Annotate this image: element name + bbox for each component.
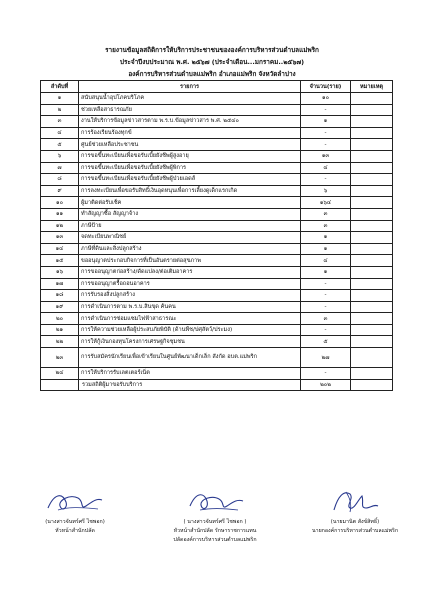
row-item: ช่วยเหลือสาธารณภัย [79, 104, 301, 116]
row-note [351, 232, 393, 244]
table-row [41, 313, 393, 325]
row-item: การขอขึ้นทะเบียนเพื่อขอรับเบี้ยยังชีพผู้พิการ [79, 162, 301, 174]
row-item: การให้กู้เงินกองทุนโครงการเศรษฐกิจชุมชน [79, 336, 301, 348]
total-label: รวมสถิติผู้มาขอรับบริการ [79, 379, 301, 391]
signer-position: หัวหน้าสำนักปลัด รักษาราชการแทน [173, 528, 257, 534]
row-count: - [301, 290, 351, 302]
row-number: ๑๕ [41, 255, 79, 267]
row-count: - [301, 174, 351, 186]
row-note [351, 93, 393, 105]
row-item: งานให้บริการข้อมูลข่าวสารตาม พ.ร.บ.ข้อมูลข่าวสาร พ.ศ. ๒๕๔๐ [79, 116, 301, 128]
signature-block-acting-clerk [150, 488, 280, 545]
row-number: ๗ [41, 162, 79, 174]
header-note: หมายเหตุ [351, 81, 393, 93]
row-count: - [301, 127, 351, 139]
row-count: ๖ [301, 185, 351, 197]
row-number: ๑๓ [41, 232, 79, 244]
row-item: การรับสมัครนักเรียนเพื่อเข้าเรียนในศูนย์พัฒนาเด็กเล็ก สังกัด อบต.แม่พริก [79, 348, 301, 368]
row-number: ๑๙ [41, 301, 79, 313]
header-count: จำนวน(ราย) [301, 81, 351, 93]
row-item: การขออนุญาตก่อสร้าง/ดัดแปลง/ต่อเติมอาคาร [79, 266, 301, 278]
row-item: ขออนุญาตประกอบกิจการที่เป็นอันตรายต่อสุขภาพ [79, 255, 301, 267]
row-count: ๔ [301, 162, 351, 174]
signer-position: หัวหน้าสำนักปลัด [55, 528, 95, 534]
signer-name: (นายมานิต สังข์สิทธิ์) [330, 519, 380, 525]
row-number: ๑๘ [41, 290, 79, 302]
table-row [41, 368, 393, 380]
row-count: ๑ [301, 266, 351, 278]
table-row [41, 185, 393, 197]
table-row [41, 93, 393, 105]
row-number: ๒๐ [41, 313, 79, 325]
table-row [41, 220, 393, 232]
row-count: ๓ [301, 220, 351, 232]
row-item: สนับสนุนน้ำอุปโภคบริโภค [79, 93, 301, 105]
row-count: ๔ [301, 255, 351, 267]
row-note [351, 208, 393, 220]
row-note [351, 313, 393, 325]
row-note [351, 290, 393, 302]
table-total-row [41, 379, 393, 391]
row-count: ๓ [301, 313, 351, 325]
row-item: การร้องเรียนร้องทุกข์ [79, 127, 301, 139]
row-note [351, 301, 393, 313]
handwritten-signature [320, 488, 390, 518]
row-number: ๘ [41, 174, 79, 186]
table-row [41, 162, 393, 174]
header-number: ลำดับที่ [41, 81, 79, 93]
report-organization: องค์การบริหารส่วนตำบลแม่พริก อำเภอแม่พริก จังหวัดลำปาง [128, 70, 296, 78]
row-count: ๕ [301, 336, 351, 348]
row-note [351, 162, 393, 174]
row-count: - [301, 278, 351, 290]
row-note [351, 243, 393, 255]
total-blank-cell [41, 379, 79, 391]
table-row [41, 255, 393, 267]
row-note [351, 197, 393, 209]
row-item: การให้บริการรับเลตเตอร์เน็ต [79, 368, 301, 380]
row-note [351, 266, 393, 278]
row-note [351, 220, 393, 232]
row-note [351, 127, 393, 139]
report-title: รายงานข้อมูลสถิติการให้บริการประชาชนขององค์การบริหารส่วนตำบลแม่พริก [105, 46, 319, 54]
signer-name: (นางสาวจันทร์ศรี ไชพอก) [45, 519, 105, 525]
row-note [351, 104, 393, 116]
row-count: - [301, 139, 351, 151]
row-note [351, 185, 393, 197]
row-number: ๙ [41, 185, 79, 197]
row-item: การขอขึ้นทะเบียนเพื่อขอรับเบี้ยยังชีพผู้สูงอายุ [79, 150, 301, 162]
total-note [351, 379, 393, 391]
row-item: การขอขึ้นทะเบียนเพื่อขอรับเบี้ยยังชีพผู้ป่วยเอดส์ [79, 174, 301, 186]
row-note [351, 324, 393, 336]
signer-position: นายกองค์การบริหารส่วนตำบลแม่พริก [311, 528, 399, 534]
table-body [41, 93, 393, 391]
row-item: การดำเนินการตาม พ.ร.บ.สินขุด ค้นคน [79, 301, 301, 313]
table-row [41, 243, 393, 255]
table-row [41, 208, 393, 220]
row-number: ๖ [41, 150, 79, 162]
row-count: ๒๗ [301, 348, 351, 368]
table-row [41, 127, 393, 139]
row-number: ๓ [41, 116, 79, 128]
row-item: ภาษีที่ดินและสิ่งปลูกสร้าง [79, 243, 301, 255]
row-item: ผู้มาติดต่อรับเช็ค [79, 197, 301, 209]
header-item: รายการ [79, 81, 301, 93]
row-number: ๑ [41, 93, 79, 105]
row-note [351, 116, 393, 128]
table-row [41, 197, 393, 209]
service-statistics-table [40, 80, 393, 391]
row-note [351, 139, 393, 151]
row-number: ๔ [41, 127, 79, 139]
row-number: ๒๔ [41, 368, 79, 380]
row-item: การดำเนินการซ่อมแซมไฟฟ้าสาธารณะ [79, 313, 301, 325]
report-header [0, 44, 424, 80]
row-item: การขออนุญาตรื้อถอนอาคาร [79, 278, 301, 290]
row-note [351, 174, 393, 186]
table-row [41, 104, 393, 116]
table-row [41, 266, 393, 278]
row-count: - [301, 104, 351, 116]
table-row [41, 232, 393, 244]
row-number: ๒๒ [41, 336, 79, 348]
handwritten-signature [40, 488, 110, 518]
report-period: ประจำปีงบประมาณ พ.ศ. ๒๕๖๗ (ประจำเดือน...มกราคม..๒๕๖๗) [119, 58, 305, 66]
row-count: ๑๖๔ [301, 197, 351, 209]
row-item: ศูนย์ช่วยเหลือประชาชน [79, 139, 301, 151]
row-number: ๒๓ [41, 348, 79, 368]
table-row [41, 336, 393, 348]
row-count: ๑ [301, 232, 351, 244]
row-number: ๑๗ [41, 278, 79, 290]
row-note [351, 348, 393, 368]
row-count: ๑ [301, 243, 351, 255]
row-item: การลงทะเบียนเพื่อขอรับสิทธิ์เงินอุดหนุนเพื่อการเลี้ยงดูเด็กแรกเกิด [79, 185, 301, 197]
row-item: จดทะเบียนพาณิชย์ [79, 232, 301, 244]
table-row [41, 324, 393, 336]
row-count: - [301, 368, 351, 380]
row-number: ๕ [41, 139, 79, 151]
table-row [41, 150, 393, 162]
row-item: ทำสัญญาซื้อ สัญญาจ้าง [79, 208, 301, 220]
row-count: - [301, 324, 351, 336]
table-row [41, 301, 393, 313]
signer-position-secondary: ปลัดองค์การบริหารส่วนตำบลแม่พริก [173, 537, 257, 543]
table-row [41, 290, 393, 302]
row-number: ๑๑ [41, 208, 79, 220]
row-count: ๑ [301, 116, 351, 128]
row-number: ๒๑ [41, 324, 79, 336]
table-row [41, 348, 393, 368]
row-number: ๒ [41, 104, 79, 116]
row-note [351, 150, 393, 162]
row-item: การรับรองสิ่งปลูกสร้าง [79, 290, 301, 302]
table-header-row [41, 81, 393, 93]
row-number: ๑๔ [41, 243, 79, 255]
row-number: ๑๖ [41, 266, 79, 278]
row-item: ภาษีป้าย [79, 220, 301, 232]
table-row [41, 116, 393, 128]
table-row [41, 174, 393, 186]
row-note [351, 368, 393, 380]
table-row [41, 278, 393, 290]
row-number: ๑๐ [41, 197, 79, 209]
row-number: ๑๒ [41, 220, 79, 232]
row-count: ๓ [301, 208, 351, 220]
row-count: - [301, 301, 351, 313]
row-item: การให้ความช่วยเหลือผู้ประสบภัยพิบัติ (ด้านพืช/ปศุสัตว์/ประมง) [79, 324, 301, 336]
row-count: ๑๐ [301, 93, 351, 105]
total-count: ๒๐๒ [301, 379, 351, 391]
handwritten-signature [180, 488, 250, 518]
signature-block-mayor [290, 488, 420, 536]
row-note [351, 255, 393, 267]
signature-block-chief-clerk [10, 488, 140, 536]
signer-name: ( นางสาวจันทร์ศรี ไชพอก ) [183, 519, 247, 525]
row-note [351, 278, 393, 290]
row-note [351, 336, 393, 348]
row-count: ๑๓ [301, 150, 351, 162]
table-row [41, 139, 393, 151]
